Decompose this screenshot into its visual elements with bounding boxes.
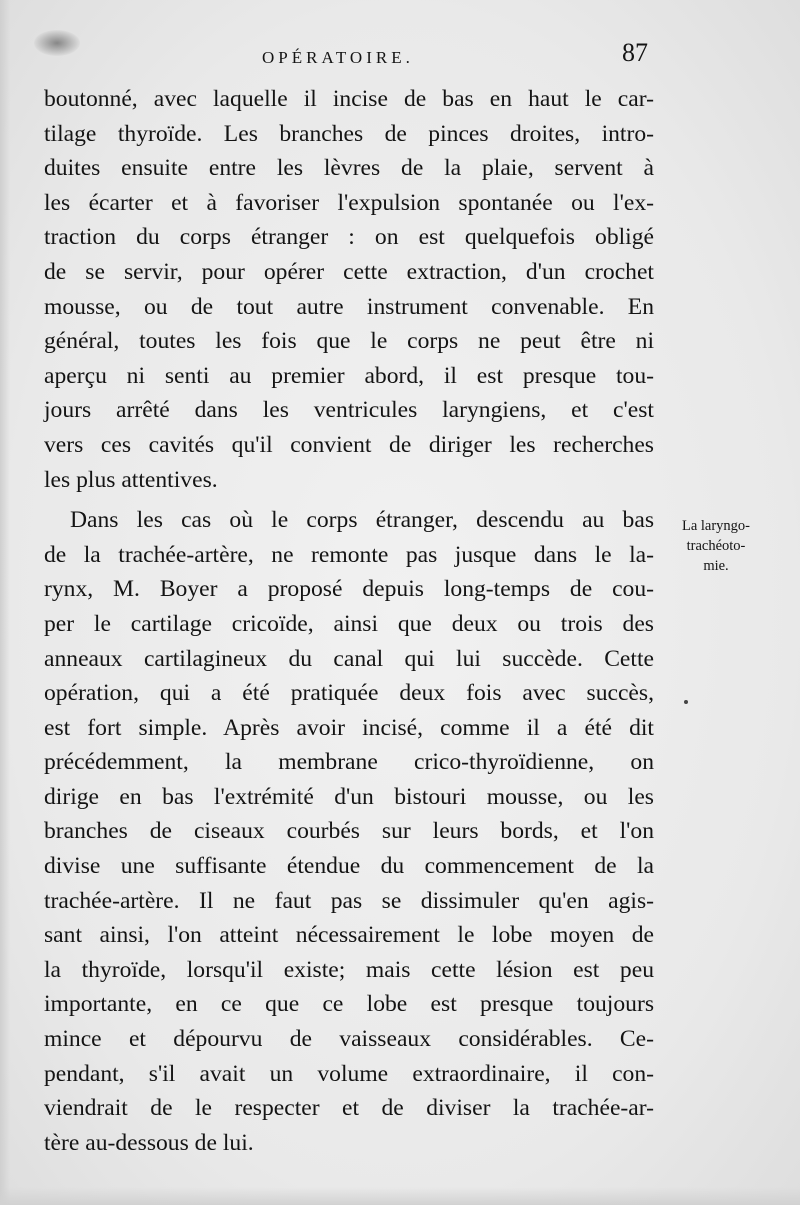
ink-speck: [684, 700, 688, 704]
text-line: anneaux cartilagineux du canal qui lui succède. Cette: [44, 645, 654, 672]
text-line: duites ensuite entre les lèvres de la plaie, servent à: [44, 155, 654, 182]
text-line: les plus attentives.: [44, 466, 218, 493]
text-line: pendant, s'il avait un volume extraordinaire, il con-: [44, 1060, 654, 1087]
text-line: de se servir, pour opérer cette extraction, d'un crochet: [44, 258, 654, 285]
body-text: [44, 82, 654, 1160]
margin-note-line: La laryngo-: [681, 518, 751, 534]
running-head-title: OPÉRATOIRE.: [262, 48, 414, 67]
text-line: sant ainsi, l'on atteint nécessairement le lobe moyen de: [44, 922, 654, 949]
paragraph-1: [44, 82, 654, 497]
text-line: la thyroïde, lorsqu'il existe; mais cette lésion est peu: [44, 956, 654, 983]
text-line: importante, en ce que ce lobe est presque toujours: [44, 991, 654, 1018]
text-line: tilage thyroïde. Les branches de pinces droites, intro-: [44, 120, 654, 147]
text-line: boutonné, avec laquelle il incise de bas en haut le car-: [44, 86, 654, 112]
page-number: 87: [622, 38, 648, 67]
text-line: branches de ciseaux courbés sur leurs bords, et l'on: [44, 818, 654, 845]
running-head: [0, 38, 800, 74]
text-line: est fort simple. Après avoir incisé, comme il a été dit: [44, 714, 654, 741]
text-line: les écarter et à favoriser l'expulsion spontanée ou l'ex-: [44, 189, 654, 216]
text-line: traction du corps étranger : on est quelquefois obligé: [44, 224, 654, 251]
text-line: aperçu ni senti au premier abord, il est presque tou-: [44, 362, 654, 389]
text-line: per le cartilage cricoïde, ainsi que deux ou trois des: [44, 610, 654, 637]
page-edge-shadow: [0, 0, 10, 1205]
text-line: général, toutes les fois que le corps ne peut être ni: [44, 328, 654, 355]
text-line: jours arrêté dans les ventricules laryngiens, et c'est: [44, 397, 654, 424]
margin-note-line: trachéoto-: [686, 538, 746, 554]
text-line: viendrait de le respecter et de diviser la trachée-ar-: [44, 1095, 654, 1122]
text-line: de la trachée-artère, ne remonte pas jusque dans le la-: [44, 541, 654, 568]
margin-note: [662, 516, 770, 576]
text-line: tère au-dessous de lui.: [44, 1129, 254, 1156]
margin-note-line: mie.: [703, 558, 729, 574]
text-line: trachée-artère. Il ne faut pas se dissimuler qu'en agis-: [44, 887, 654, 914]
text-line: mince et dépourvu de vaisseaux considérables. Ce-: [44, 1026, 654, 1053]
text-line: rynx, M. Boyer a proposé depuis long-temps de cou-: [44, 576, 654, 603]
text-line: Dans les cas où le corps étranger, descendu au bas: [70, 507, 654, 534]
page-bottom-shadow: [0, 1187, 800, 1205]
text-line: dirige en bas l'extrémité d'un bistouri mousse, ou les: [44, 783, 654, 810]
text-line: opération, qui a été pratiquée deux fois avec succès,: [44, 680, 654, 707]
text-line: divise une suffisante étendue du commencement de la: [44, 853, 654, 880]
text-line: mousse, ou de tout autre instrument convenable. En: [44, 293, 654, 320]
text-line: précédemment, la membrane crico-thyroïdienne, on: [44, 749, 654, 776]
text-line: vers ces cavités qu'il convient de diriger les recherches: [44, 431, 654, 458]
paragraph-2: [44, 503, 654, 1160]
